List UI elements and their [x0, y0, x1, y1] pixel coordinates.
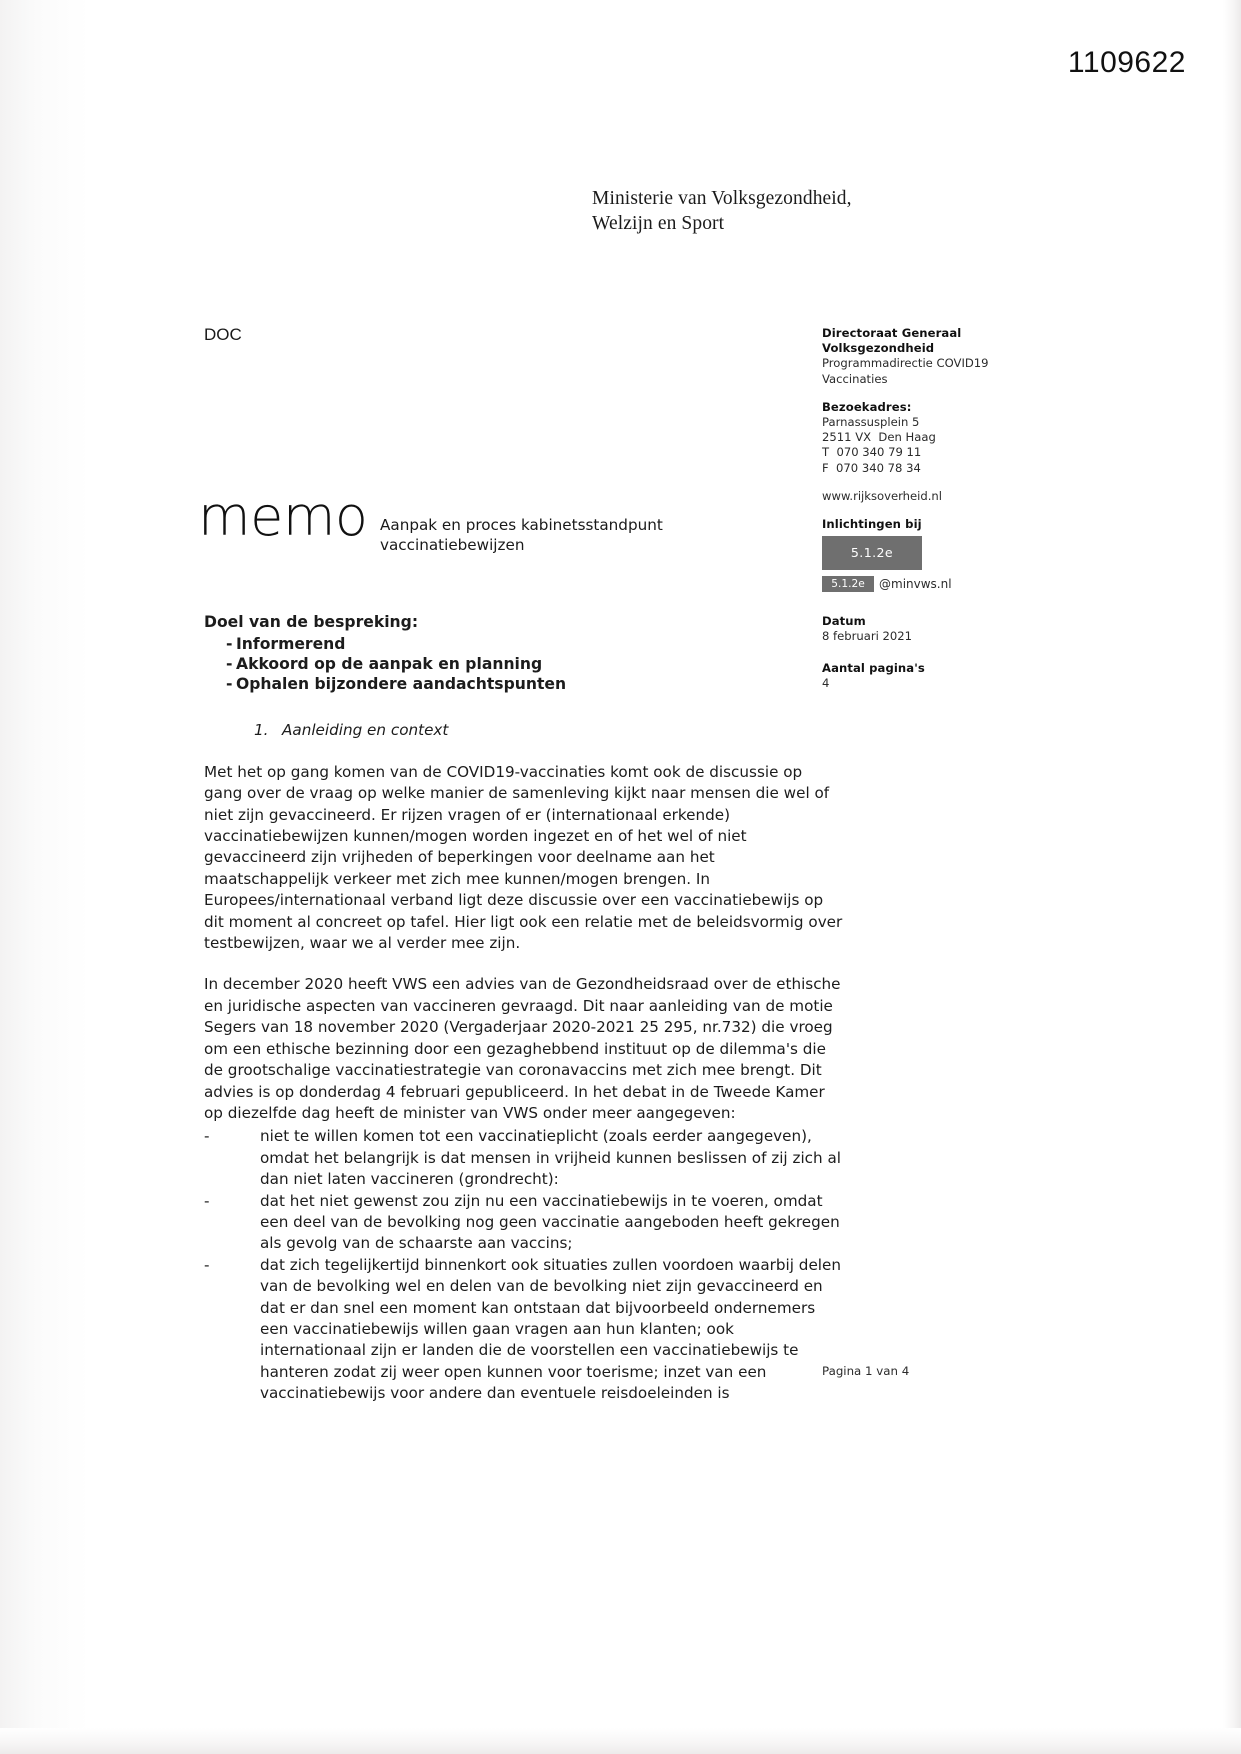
address-street: Parnassusplein 5 — [822, 415, 920, 430]
list-item — [204, 1126, 844, 1190]
sidebar-group-pages — [822, 661, 1012, 691]
email-domain: @minvws.nl — [879, 576, 952, 591]
purpose-item-label: Ophalen bijzondere aandachtspunten — [236, 675, 567, 694]
sidebar-group-contact — [822, 517, 1012, 592]
section-number: 1. — [254, 721, 269, 740]
purpose-item-label: Informerend — [236, 635, 346, 654]
purpose-item — [204, 674, 844, 694]
bullet-list — [204, 1126, 844, 1404]
paragraph: In december 2020 heeft VWS een advies van de Gezondheidsraad over de ethische en juridische aspecten van vaccineren gevraagd. Dit naar aanleiding van de motie Segers van 18 november 2020 (Vergaderjaar 2020-2021 25 295, nr.732) die vroeg om een ethische bezinning door een gezaghebbend instituut op de dilemma's die de grootschalige vaccinatiestrategie van coronavaccins met zich mee brengt. Dit advies is op donderdag 4 februari gepubliceerd. In het debat in de Tweede Kamer op diezelfde dag heeft de minister van VWS onder meer aangegeven: — [204, 975, 841, 1122]
directorate-line-2: Vaccinaties — [822, 371, 888, 386]
ministry-line-2: Welzijn en Sport — [592, 213, 725, 234]
list-item — [204, 1191, 844, 1255]
website-link[interactable]: www.rijksoverheid.nl — [822, 488, 942, 503]
sidebar-group-directorate — [822, 326, 1012, 387]
directorate-title-line-2: Volksgezondheid — [822, 341, 935, 356]
section-heading — [204, 720, 844, 741]
contact-title: Inlichtingen bij — [822, 517, 922, 532]
contact-email-row — [822, 576, 1012, 592]
dash-marker: - — [226, 675, 233, 694]
dash-marker: - — [226, 635, 233, 654]
directorate-line-1: Programmadirectie COVID19 — [822, 356, 989, 371]
purpose-item — [204, 634, 844, 654]
memo-subtitle: Aanpak en proces kabinetsstandpunt vaccinatiebewijzen — [380, 516, 663, 554]
list-item-text: niet te willen komen tot een vaccinatieplicht (zoals eerder aangegeven), omdat het belangrijk is dat mensen in vrijheid kunnen beslissen of zij zich al dan niet laten vaccineren (grondrecht): — [260, 1127, 842, 1189]
dash-marker: - — [204, 1255, 210, 1274]
ministry-lockup — [592, 186, 852, 236]
page-count-title: Aantal pagina's — [822, 660, 925, 675]
document-body — [204, 612, 844, 1405]
purpose-item-label: Akkoord op de aanpak en planning — [236, 655, 543, 674]
page-count-value: 4 — [822, 675, 830, 690]
date-title: Datum — [822, 614, 866, 629]
doc-label: DOC — [204, 325, 242, 344]
paragraph: Met het op gang komen van de COVID19-vaccinaties komt ook de discussie op gang over de vraag op welke manier de samenleving kijkt naar mensen die wel of niet zijn gevaccineerd. Er rijzen vragen of er (internationaal erkende) vaccinatiebewijzen kunnen/mogen worden ingezet en of het wel of niet gevaccineerd zijn vrijheden of beperkingen voor deelname aan het maatschappelijk verkeer met zich mee kunnen/mogen brengen. In Europees/internationaal verband ligt deze discussie over een vaccinatiebewijs op dit moment al concreet op tafel. Hier ligt ook een relatie met de beleidsvormig over testbewijzen, waar we al verder mee zijn. — [204, 762, 843, 953]
sidebar-group-date — [822, 614, 1012, 644]
address-city: 2511 VX Den Haag — [822, 430, 936, 445]
redacted-contact-name: 5.1.2e — [822, 536, 922, 570]
address-title: Bezoekadres: — [822, 399, 912, 414]
page-edge-shading-right — [1223, 0, 1241, 1754]
purpose-item — [204, 654, 844, 674]
page-title: memo — [198, 485, 368, 548]
purpose-list — [204, 634, 844, 694]
ministry-line-1: Ministerie van Volksgezondheid, — [592, 188, 852, 209]
purpose-heading: Doel van de bespreking: — [204, 613, 419, 631]
sidebar-group-address — [822, 400, 1012, 476]
list-item — [204, 1255, 844, 1405]
page-edge-shading-bottom — [0, 1728, 1241, 1754]
address-fax: F 070 340 78 34 — [822, 460, 921, 475]
sidebar-group-website — [822, 489, 1012, 504]
dash-marker: - — [204, 1127, 210, 1146]
document-number: 1109622 — [1067, 46, 1186, 79]
directorate-title-line-1: Directoraat Generaal — [822, 326, 962, 340]
dash-marker: - — [226, 655, 233, 674]
list-item-text: dat het niet gewenst zou zijn nu een vaccinatiebewijs in te voeren, omdat een deel van de bevolking nog geen vaccinatie aangeboden heeft gekregen als gevolg van de schaarste aan vaccins; — [260, 1191, 840, 1253]
redacted-email-user: 5.1.2e — [822, 576, 874, 592]
address-phone: T 070 340 79 11 — [822, 445, 922, 460]
page-edge-shading-left — [0, 0, 90, 1754]
dash-marker: - — [204, 1191, 210, 1210]
list-item-text: dat zich tegelijkertijd binnenkort ook situaties zullen voordoen waarbij delen van de bevolking wel en delen van de bevolking niet zijn gevaccineerd en dat er dan snel een moment kan ontstaan dat bijvoorbeeld ondernemers een vaccinatiebewijs willen gaan vragen aan hun klanten; ook internationaal zijn er landen die de voorstellen een vaccinatiebewijs te hanteren zodat zij weer open kunnen voor toerisme; inzet van een vaccinatiebewijs voor andere dan eventuele reisdoeleinden is — [260, 1255, 841, 1403]
date-value: 8 februari 2021 — [822, 629, 913, 644]
section-title: Aanleiding en context — [282, 721, 449, 740]
metadata-sidebar — [822, 326, 1012, 704]
footer-page-number: Pagina 1 van 4 — [822, 1364, 910, 1378]
